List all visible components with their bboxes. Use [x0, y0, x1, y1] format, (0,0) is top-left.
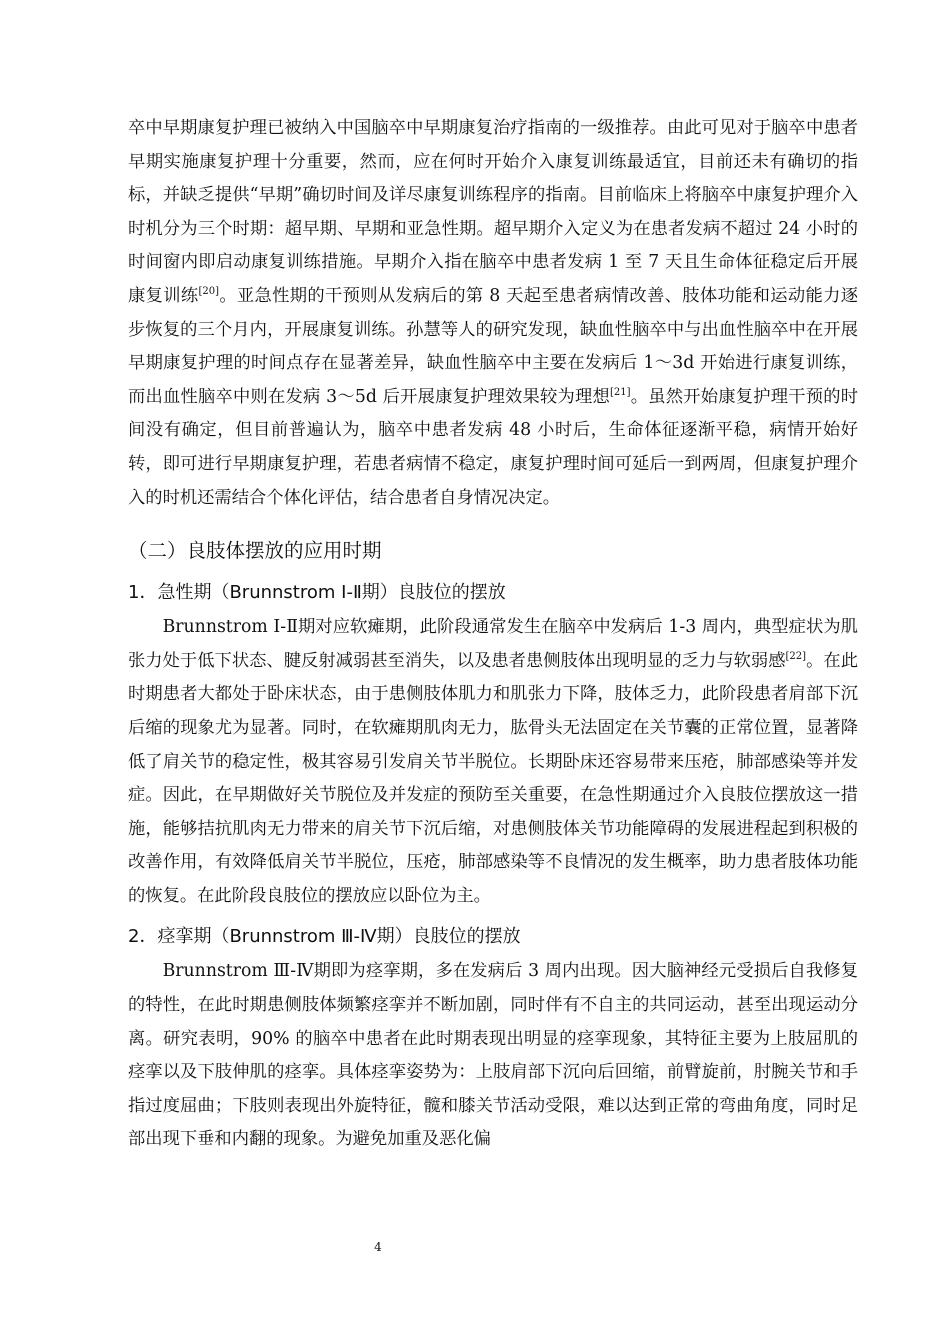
paragraph-text: 。亚急性期的干预则从发病后的第 8 天起至患者病情改善、肢体功能和运动能力逐步恢复的三个月内，开展康复训练。孙慧等人的研究发现，缺血性脑卒中与出血性脑卒中在开展早期康复护理的时间点存在显著差异，缺血性脑卒中主要在发病后 1～3d 开始进行康复训练，而出血性脑卒中则在发病 3～5d 后开展康复护理效果较为理想: [128, 285, 858, 407]
document-page: [128, 112, 858, 1157]
paragraph-text: Brunnstrom Ⅰ-Ⅱ期对应软瘫期，此阶段通常发生在脑卒中发病后 1-3 周内，典型症状为肌张力处于低下状态、腱反射减弱甚至消失，以及患者患侧肢体出现明显的乏力与软弱感: [128, 617, 858, 671]
paragraph-text: 卒中早期康复护理已被纳入中国脑卒中早期康复治疗指南的一级推荐。由此可见对于脑卒中患者早期实施康复护理十分重要，然而，应在何时开始介入康复训练最适宜，目前还未有确切的指标，并缺乏提供“早期”确切时间及详尽康复训练程序的指南。目前临床上将脑卒中康复护理介入时机分为三个时期：超早期、早期和亚急性期。超早期介入定义为在患者发病不超过 24 小时的时间窗内即启动康复训练措施。早期介入指在脑卒中患者发病 1 至 7 天且生命体征稳定后开展康复训练: [128, 118, 858, 306]
body-paragraph-timing: [128, 112, 858, 515]
subsection-heading-acute: 1．急性期（Brunnstrom Ⅰ-Ⅱ期）良肢位的摆放: [128, 582, 506, 604]
citation-ref: [21]: [610, 386, 631, 398]
body-paragraph-acute: [128, 611, 858, 913]
subsection-heading-spasm: 2．痉挛期（Brunnstrom Ⅲ-Ⅳ期）良肢位的摆放: [128, 926, 521, 948]
body-paragraph-spasm: Brunnstrom Ⅲ-Ⅳ期即为痉挛期，多在发病后 3 周内出现。因大脑神经元受损后自我修复的特性，在此时期患侧肢体频繁痉挛并不断加剧，同时伴有不自主的共同运动，甚至出现运动分离。研究表明，90% 的脑卒中患者在此时期表现出明显的痉挛现象，其特征主要为上肢屈肌的痉挛以及下肢伸肌的痉挛。具体痉挛姿势为：上肢肩部下沉向后回缩，前臂旋前，肘腕关节和手指过度屈曲；下肢则表现出外旋特征，髋和膝关节活动受限，难以达到正常的弯曲角度，同时足部出现下垂和内翻的现象。为避免加重及恶化偏: [128, 961, 858, 1150]
page-number: 4: [374, 1240, 382, 1254]
paragraph-text: 。在此时期患者大都处于卧床状态，由于患侧肢体肌力和肌张力下降，肢体乏力，此阶段患者肩部下沉后缩的现象尤为显著。同时，在软瘫期肌肉无力，肱骨头无法固定在关节囊的正常位置，显著降低了肩关节的稳定性，极其容易引发肩关节半脱位。长期卧床还容易带来压疮，肺部感染等并发症。因此，在早期做好关节脱位及并发症的预防至关重要，在急性期通过介入良肢位摆放这一措施，能够拮抗肌肉无力带来的肩关节下沉后缩，对患侧肢体关节功能障碍的发展进程起到积极的改善作用，有效降低肩关节半脱位，压疮，肺部感染等不良情况的发生概率，助力患者肢体功能的恢复。在此阶段良肢位的摆放应以卧位为主。: [128, 650, 858, 906]
section-heading: （二）良肢体摆放的应用时期: [128, 539, 382, 563]
citation-ref: [22]: [785, 650, 807, 662]
paragraph-text: 。虽然开始康复护理干预的时间没有确定，但目前普遍认为，脑卒中患者发病 48 小时后，生命体征逐渐平稳，病情开始好转，即可进行早期康复护理，若患者病情不稳定，康复护理时间可延后一到两周，但康复护理介入的时机还需结合个体化评估，结合患者自身情况决定。: [128, 386, 858, 508]
citation-ref: [20]: [198, 286, 219, 298]
